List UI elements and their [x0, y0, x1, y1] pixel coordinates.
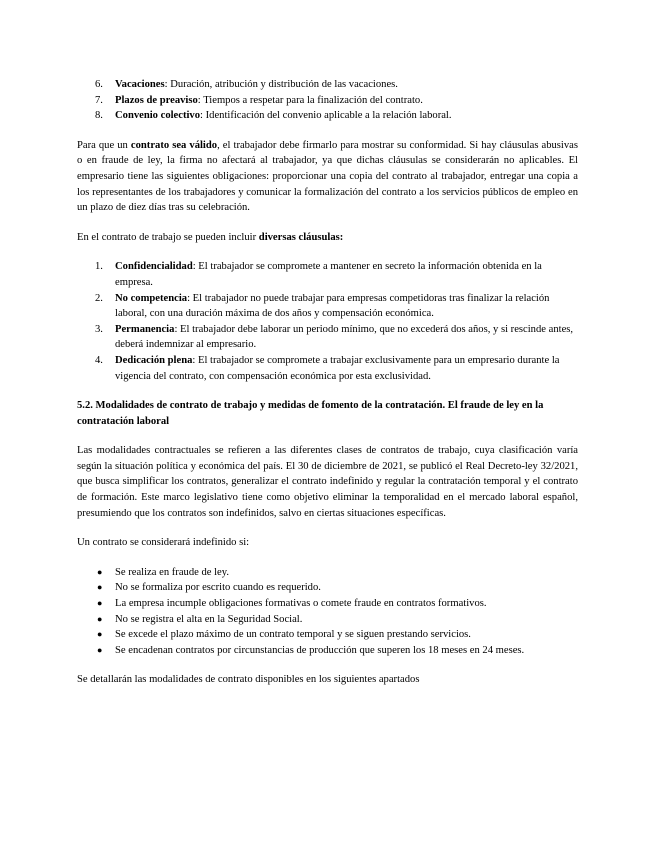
list-item: 1. Confidencialidad: El trabajador se compromete a mantener en secreto la información obtenida en la empresa.	[95, 261, 542, 288]
clauses-list	[77, 259, 578, 384]
list-item: 7. Plazos de preaviso: Tiempos a respetar para la finalización del contrato.	[95, 94, 423, 106]
document-content	[77, 77, 578, 688]
list-item: 8. Convenio colectivo: Identificación del convenio aplicable a la relación laboral.	[95, 110, 452, 122]
paragraph-clauses-intro: En el contrato de trabajo se pueden incluir diversas cláusulas:	[77, 231, 344, 243]
list-item: ● La empresa incumple obligaciones formativas o comete fraude en contratos formativos.	[77, 596, 578, 612]
list-item: 6. Vacaciones: Duración, atribución y distribución de las vacaciones.	[95, 79, 398, 90]
list-item: ● Se excede el plazo máximo de un contrato temporal y se siguen prestando servicios.	[77, 627, 578, 643]
list-item: 2. No competencia: El trabajador no puede trabajar para empresas competidoras tras finalizar la relación laboral, con una duración máxima de dos años y compensación económica.	[95, 292, 550, 320]
contract-elements-list-continued	[77, 77, 578, 124]
paragraph-modalities: Las modalidades contractuales se refieren a las diferentes clases de contratos de trabajo, cuya clasificación varía según la situación política y económica del país. El 30 de diciembre de 2021, se publicó el Real Decreto-ley 32/2021, que busca simplificar los contratos, generalizar el contrato indefinido y regular la contratación temporal y el contrato de formación. Este marco legislativo tiene como objetivo eliminar la temporalidad en el mercado laboral español, presumiendo que los contratos son indefinidos, salvo en ciertas situaciones específicas.	[77, 445, 578, 519]
bullet-icon: ●	[97, 629, 103, 640]
bullet-icon: ●	[97, 613, 103, 624]
bullet-icon: ●	[97, 644, 103, 655]
list-item: ● Se realiza en fraude de ley.	[77, 565, 578, 581]
bullet-icon: ●	[97, 598, 103, 609]
list-item: ● Se encadenan contratos por circunstancias de producción que superen los 18 meses en 24 meses.	[77, 643, 578, 659]
list-item: 4. Dedicación plena: El trabajador se compromete a trabajar exclusivamente para un empresario durante la vigencia del contrato, con compensación económica por esta exclusividad.	[95, 354, 560, 382]
list-item: 3. Permanencia: El trabajador debe laborar un periodo mínimo, que no excederá dos años, y si rescinde antes, deberá indemnizar al empresario.	[95, 323, 574, 351]
list-item: ● No se registra el alta en la Seguridad Social.	[77, 612, 578, 628]
section-heading: 5.2. Modalidades de contrato de trabajo y medidas de fomento de la contratación. El fraude de ley en la contratación laboral	[77, 400, 544, 427]
paragraph-indefinite-intro: Un contrato se considerará indefinido si:	[77, 537, 250, 549]
list-item: ● No se formaliza por escrito cuando es requerido.	[77, 580, 578, 596]
bullet-icon: ●	[97, 566, 103, 577]
indefinite-conditions-list	[77, 565, 578, 659]
bullet-icon: ●	[97, 582, 103, 593]
paragraph-contract-validity: Para que un contrato sea válido, el trabajador debe firmarlo para mostrar su conformidad. Si hay cláusulas abusivas o en fraude de ley, la firma no afectará al trabajador, ya que dichas cláusulas se considerarán no aplicables. El empresario tiene las siguientes obligaciones: proporcionar una copia del contrato al trabajador, entregar una copia a los representantes de los trabajadores y comunicar la formalización del contrato a los servicios públicos de empleo en un plazo de diez días tras su celebración.	[77, 139, 578, 214]
paragraph-closing: Se detallarán las modalidades de contrato disponibles en los siguientes apartados	[77, 674, 420, 686]
